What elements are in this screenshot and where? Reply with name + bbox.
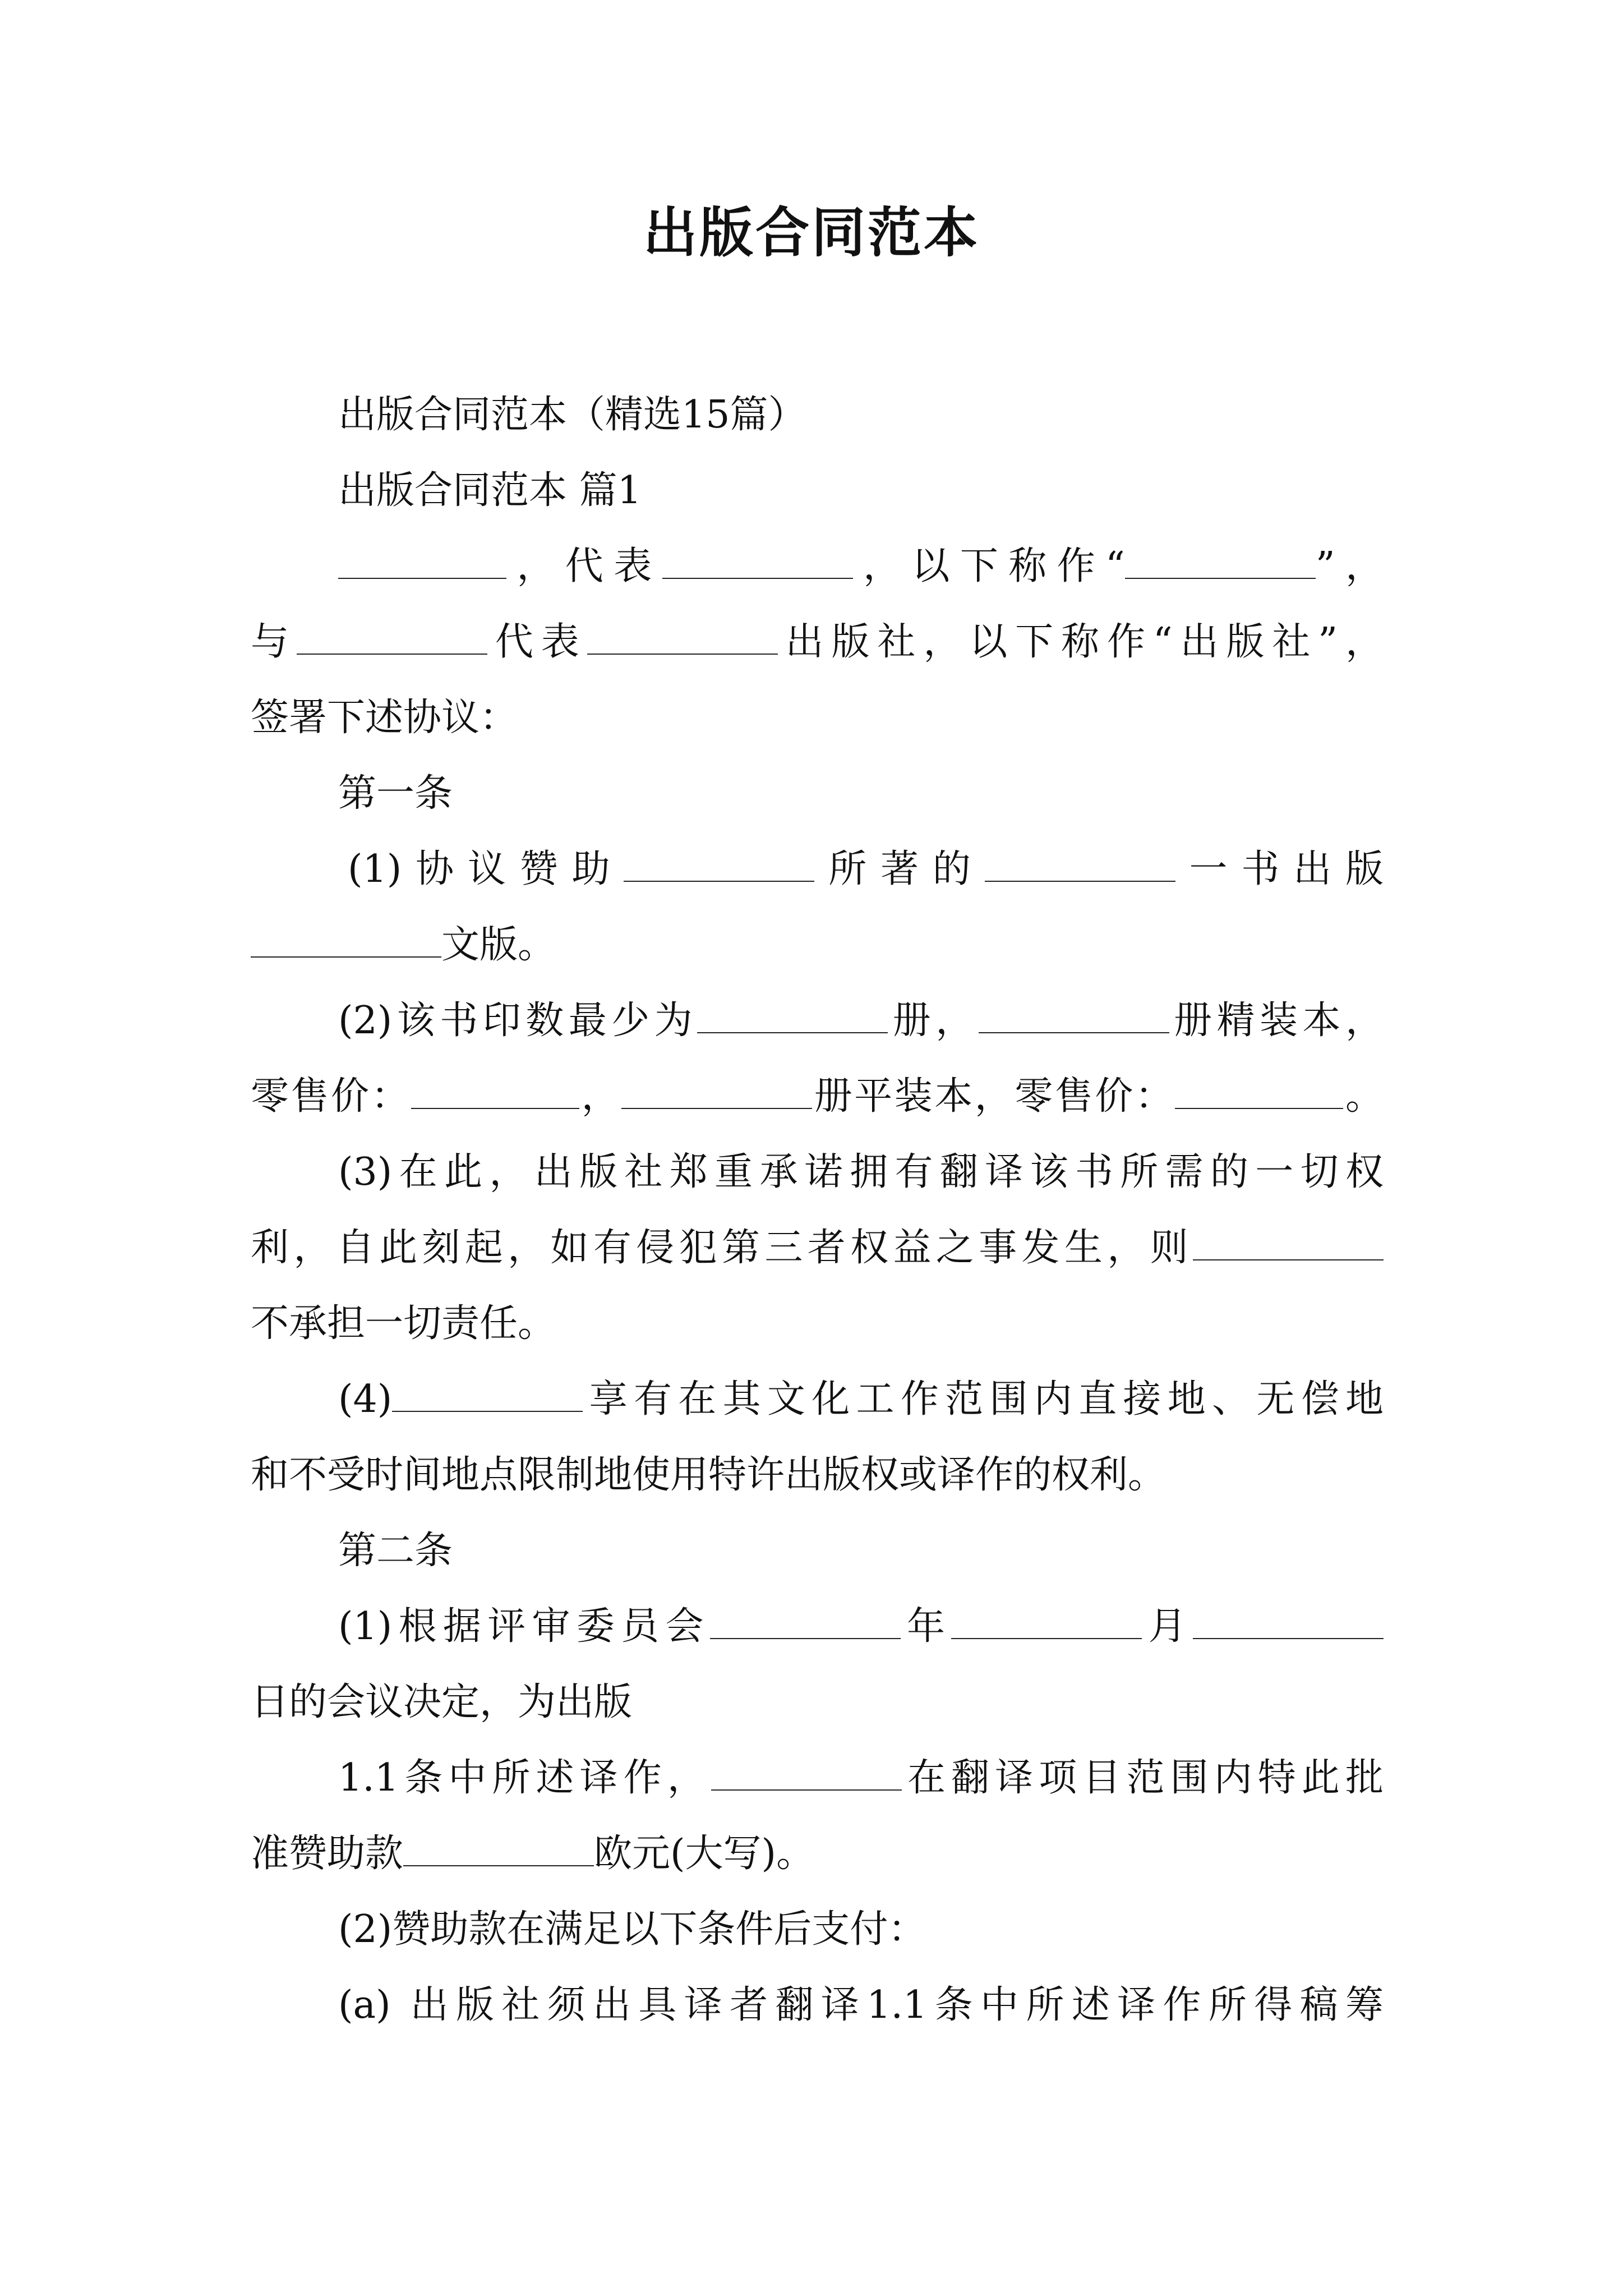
article-1-p3-line-3: 不承担一切责任。 [251, 1301, 556, 1346]
text: 一书出版 [1175, 847, 1384, 891]
article-2-pa-line-1: (a) 出版社须出具译者翻译1.1条中所述译作所得稿筹 [338, 1983, 1384, 2027]
article-2-p1-1-line-1 [338, 1750, 1384, 1806]
blank-field [338, 544, 506, 579]
article-1-p2-line-2 [251, 1069, 1384, 1125]
parties-line-2 [251, 614, 1384, 670]
blank-field [621, 1074, 812, 1109]
text: 所著的 [814, 847, 985, 891]
blank-field [710, 1604, 901, 1639]
article-1-p4-line-1 [338, 1372, 1384, 1428]
blank-field [662, 544, 853, 579]
text: 出版社，以下称作“出版社”， [777, 620, 1384, 664]
text: 欧元(大写)。 [594, 1832, 815, 1876]
text: (1)根据评审委员会 [338, 1604, 710, 1649]
text: 册精装本， [1169, 999, 1384, 1043]
text: 享有在其文化工作范围内直接地、无偿地 [583, 1377, 1384, 1421]
text: 在翻译项目范围内特此批 [901, 1756, 1384, 1800]
text: 准赞助款 [251, 1832, 404, 1876]
document-title: 出版合同范本 [643, 201, 980, 264]
blank-field [403, 1831, 594, 1866]
blank-field [1125, 544, 1316, 579]
text: (4) [338, 1377, 393, 1421]
text: ”， [1315, 544, 1384, 588]
article-1-p4-line-2: 和不受时间地点限制地使用特许出版权或译作的权利。 [251, 1453, 1166, 1497]
parties-line-3: 签署下述协议： [251, 696, 518, 740]
article-1-p3-line-1: (3)在此，出版社郑重承诺拥有翻译该书所需的一切权 [338, 1150, 1384, 1194]
blank-field [624, 846, 814, 882]
text: 册平装本，零售价： [812, 1074, 1175, 1119]
blank-field [392, 1377, 583, 1412]
blank-field [1193, 1225, 1384, 1260]
text: 零售价： [251, 1074, 412, 1119]
blank-field [587, 619, 778, 655]
text: 月 [1142, 1604, 1193, 1649]
article-2-heading: 第二条 [338, 1529, 453, 1573]
blank-field [297, 619, 487, 655]
text: 年 [900, 1604, 952, 1649]
article-2-p1-line-2: 日的会议决定，为出版 [251, 1680, 633, 1724]
text: (2)该书印数最少为 [338, 999, 698, 1043]
blank-field [411, 1074, 579, 1109]
blank-field [985, 846, 1175, 882]
text: ， [579, 1074, 622, 1119]
article-1-p3-line-2 [251, 1220, 1384, 1276]
text: 1.1条中所述译作， [338, 1756, 711, 1800]
text: 与 [251, 620, 297, 664]
text: 册， [888, 999, 979, 1043]
article-1-heading: 第一条 [338, 771, 453, 816]
blank-field [711, 1755, 902, 1791]
text: 利，自此刻起，如有侵犯第三者权益之事发生，则 [251, 1226, 1193, 1270]
blank-field [697, 998, 888, 1033]
article-1-p2-line-1 [338, 993, 1384, 1049]
blank-field [1193, 1604, 1384, 1639]
blank-field [1175, 1074, 1343, 1109]
document-subtitle: 出版合同范本（精选15篇） [338, 393, 806, 437]
article-2-p1-line-1 [338, 1599, 1384, 1655]
article-2-p2: (2)赞助款在满足以下条件后支付： [338, 1907, 926, 1952]
section-heading: 出版合同范本 篇1 [338, 468, 642, 513]
text: (1)协议赞助 [348, 847, 624, 891]
text: ，代表 [506, 544, 662, 588]
text: 。 [1343, 1074, 1384, 1119]
text: 文版。 [441, 923, 556, 967]
text: 代表 [487, 620, 587, 664]
parties-line-1 [338, 539, 1384, 595]
article-1-p1-line-2 [251, 917, 1384, 973]
blank-field [251, 922, 441, 958]
text: ，以下称作“ [852, 544, 1125, 588]
blank-field [951, 1604, 1142, 1639]
blank-field [979, 998, 1169, 1033]
article-1-p1-line-1 [348, 841, 1384, 898]
article-2-p1-1-line-2 [251, 1826, 1384, 1882]
